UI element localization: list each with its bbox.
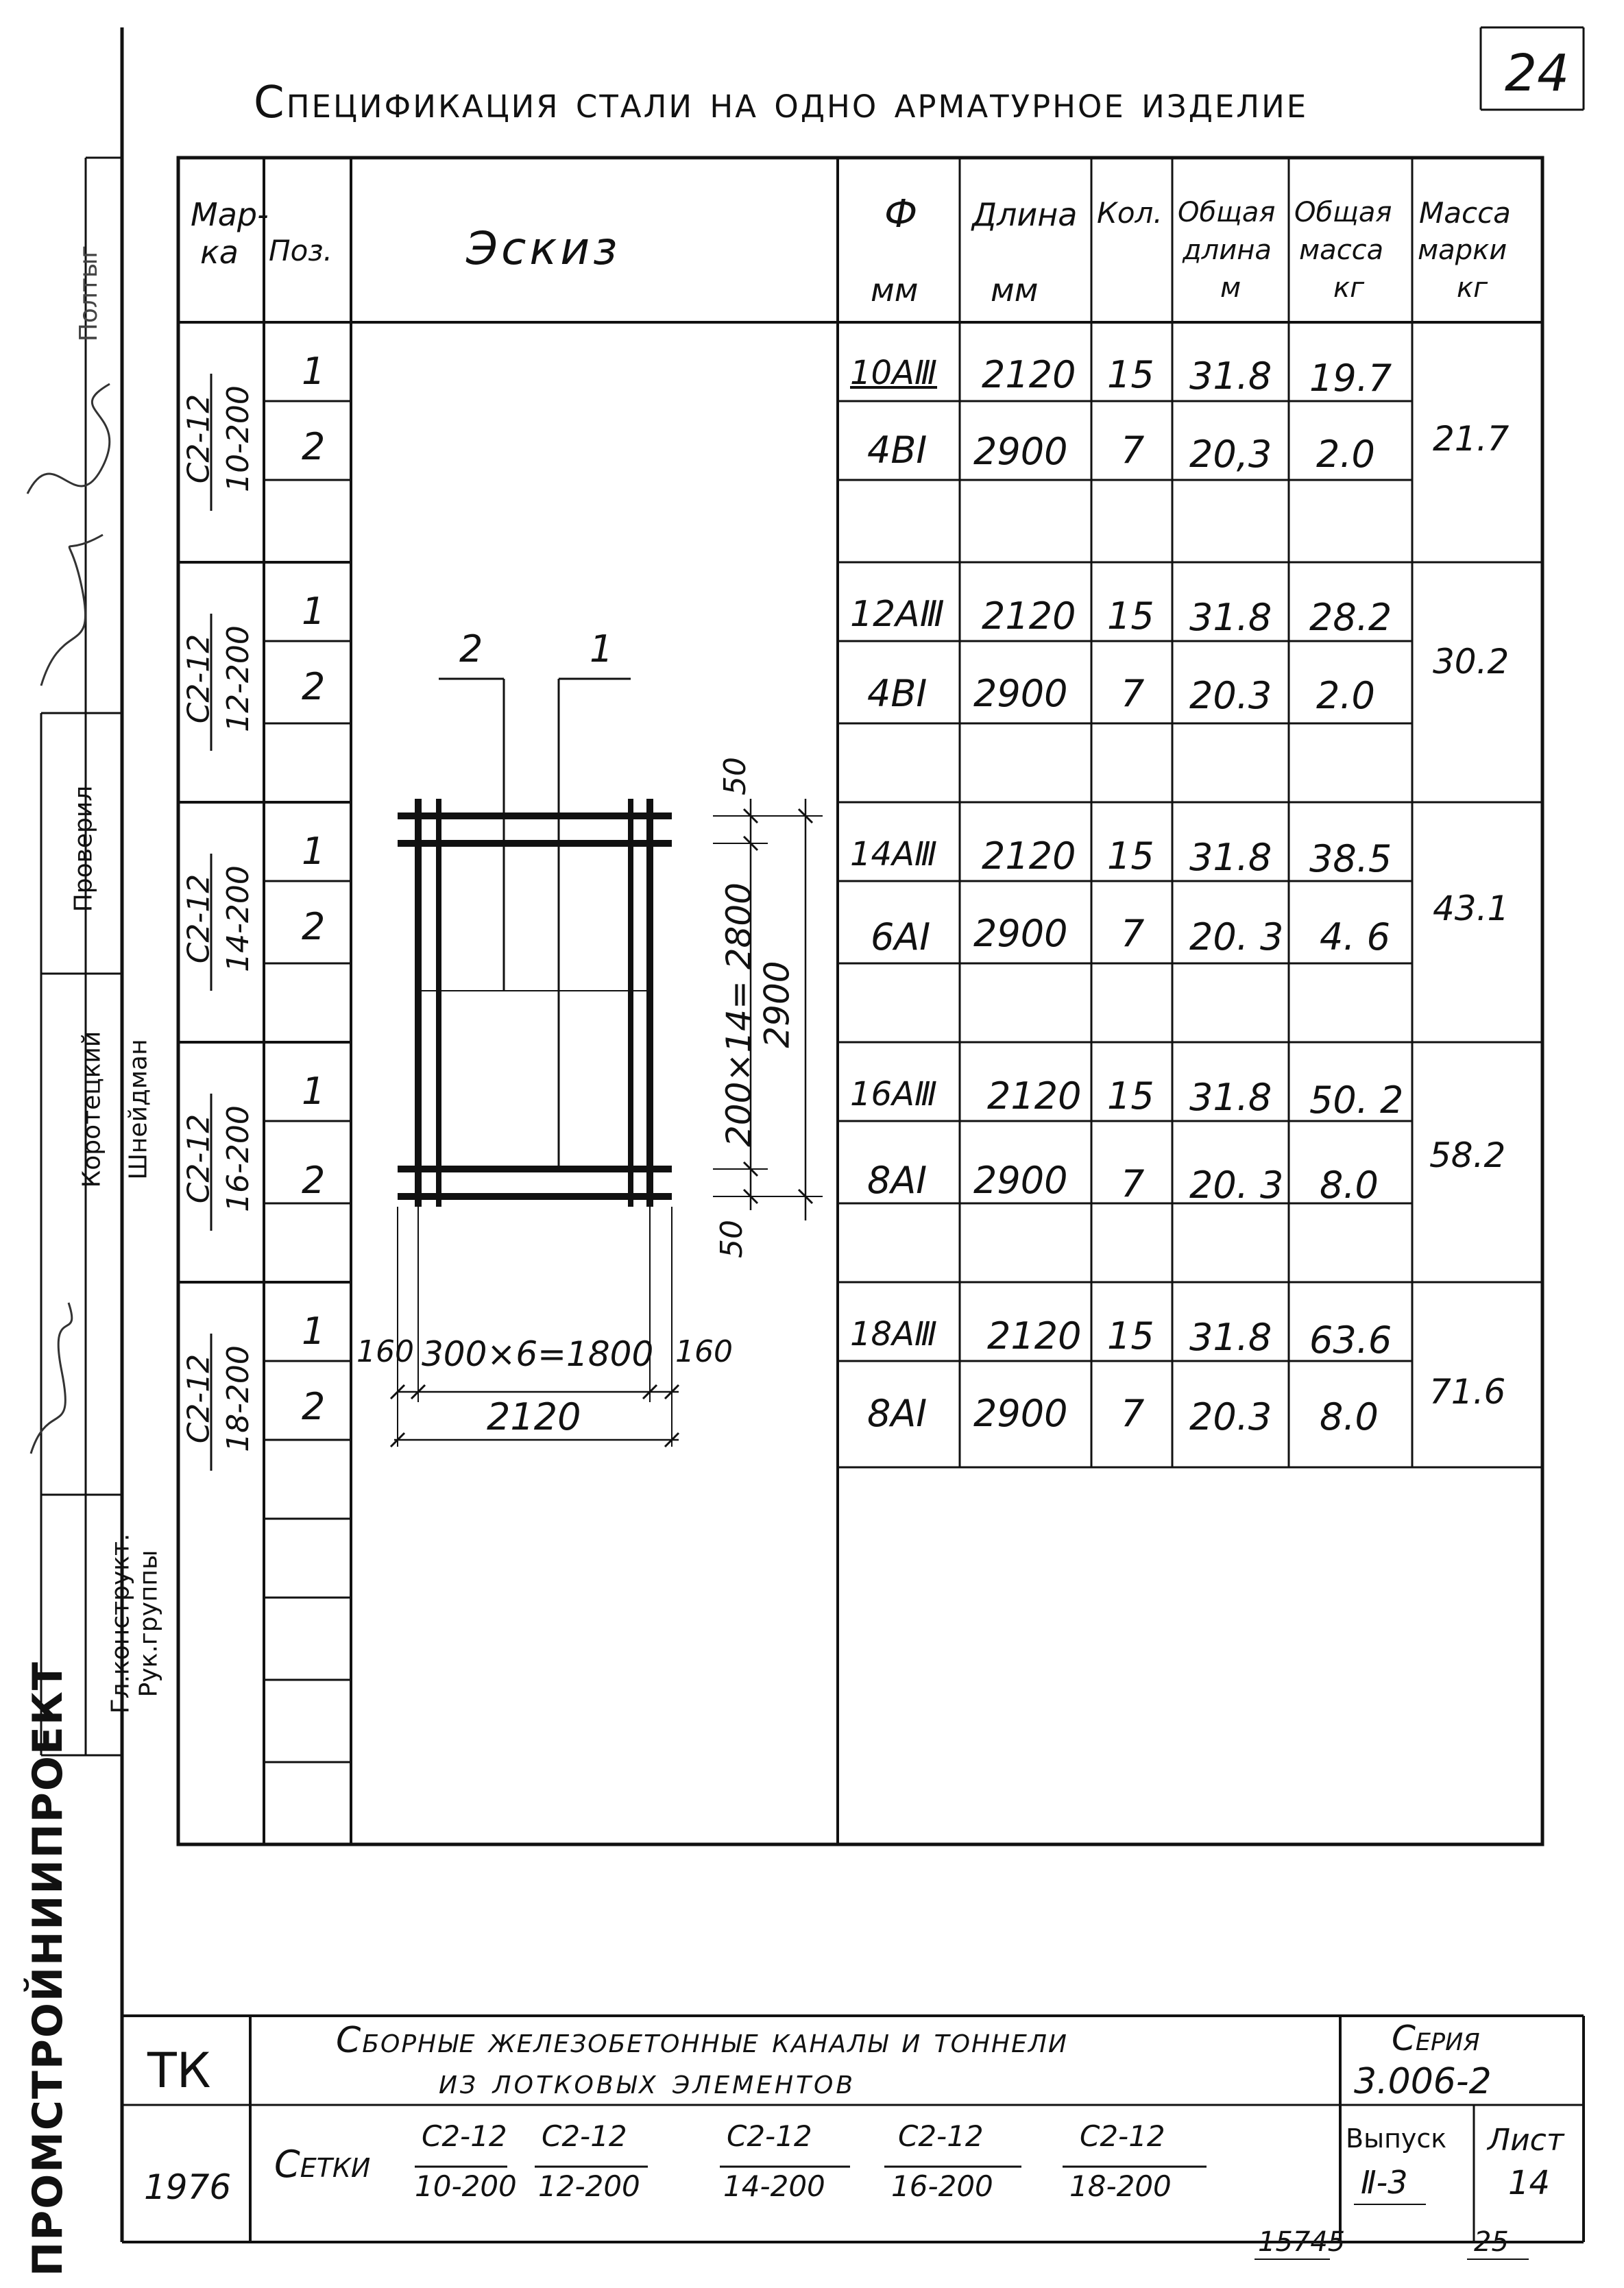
net-top: С2-12 (898, 2119, 984, 2153)
total-mass: 2.0 (1316, 433, 1375, 476)
diam: 10AⅢ (850, 354, 938, 392)
dim-total-width: 2120 (487, 1395, 581, 1438)
footer-page: 25 (1474, 2226, 1509, 2258)
header-mark-mass-2: марки (1418, 234, 1507, 266)
pos: 1 (302, 1070, 326, 1113)
diam: 4BI (867, 429, 928, 472)
total-mass: 38.5 (1309, 837, 1392, 880)
total-length: 31.8 (1189, 1316, 1272, 1359)
pos: 1 (302, 1310, 326, 1353)
mark-mass: 43.1 (1433, 889, 1510, 928)
mark-mass: 21.7 (1433, 419, 1510, 459)
mark-top: С2-12 (181, 1113, 217, 1204)
pos: 2 (302, 425, 326, 468)
sheet-label: Лист (1488, 2123, 1564, 2158)
total-mass: 19.7 (1309, 357, 1392, 400)
total-length: 20,3 (1189, 433, 1272, 476)
header-total-mass-1: Общая (1294, 197, 1392, 228)
length: 2900 (973, 1159, 1068, 1202)
header-qty: Кол. (1097, 196, 1163, 230)
header-diam: Ф (884, 192, 918, 237)
diam: 8AI (867, 1159, 928, 1202)
total-length: 31.8 (1189, 1076, 1272, 1119)
page-number: 24 (1505, 44, 1570, 103)
length: 2900 (973, 912, 1068, 955)
pos: 1 (302, 350, 326, 393)
dim-bottom-50: 50 (714, 1220, 749, 1258)
header-total-mass-3: кг (1333, 272, 1365, 304)
doc-code: ТК (147, 2043, 211, 2099)
diam: 18AⅢ (850, 1315, 938, 1353)
length: 2900 (973, 672, 1068, 715)
dim-middle-span: 300×6=1800 (422, 1334, 654, 1374)
qty: 15 (1107, 594, 1154, 638)
diam: 8AI (867, 1392, 928, 1435)
role-chief-designer: Гл.конструкт. (106, 1533, 135, 1714)
name-line-1: Сборные железобетонные каналы и тоннели (336, 2020, 1068, 2061)
total-mass: 8.0 (1320, 1164, 1379, 1207)
name-line-2: из лотковых элементов (439, 2061, 856, 2102)
total-length: 20. 3 (1189, 915, 1284, 959)
diam: 4BI (867, 672, 928, 715)
header-pos: Поз. (269, 234, 332, 267)
mark-top: С2-12 (181, 874, 217, 964)
callout-pos-2: 2 (459, 627, 483, 671)
net-top: С2-12 (727, 2119, 812, 2153)
dim-left-160: 160 (356, 1334, 414, 1369)
series-label: Серия (1392, 2019, 1480, 2058)
series-value: 3.006-2 (1354, 2061, 1492, 2102)
mark-mass: 30.2 (1433, 642, 1510, 682)
net-bottom: 18-200 (1069, 2169, 1172, 2203)
dim-top-50: 50 (718, 757, 753, 795)
length: 2900 (973, 430, 1068, 473)
length: 2120 (982, 353, 1076, 396)
total-mass: 8.0 (1320, 1395, 1379, 1438)
total-mass: 28.2 (1309, 596, 1392, 639)
dim-total-height: 2900 (757, 961, 797, 1048)
header-sketch: Эскиз (466, 222, 621, 275)
org-name: ПРОМСТРОЙНИИПРОЕКТ (24, 1661, 72, 2276)
length: 2120 (987, 1074, 1082, 1118)
header-diam-unit: мм (871, 272, 919, 309)
sheet-value: 14 (1508, 2164, 1551, 2202)
role-checked: Проверил (69, 785, 98, 913)
callout-pos-1: 1 (590, 627, 614, 671)
issue-value: Ⅱ-3 (1361, 2164, 1408, 2201)
header-total-mass-2: масса (1299, 234, 1384, 266)
mark-top: С2-12 (181, 634, 217, 724)
pos: 2 (302, 1159, 326, 1202)
diam: 6AI (871, 915, 931, 959)
qty: 15 (1107, 1314, 1154, 1358)
header-length: Длина (972, 196, 1078, 233)
mark-bottom: 18-200 (220, 1345, 256, 1452)
header-mark-mass-1: Масса (1419, 196, 1511, 230)
year: 1976 (144, 2167, 232, 2207)
name-korotetsky: Коротецкий (77, 1031, 106, 1188)
mark-bottom: 16-200 (220, 1105, 256, 1212)
total-length: 20.3 (1189, 674, 1272, 717)
header-mark-2: ка (200, 234, 239, 271)
diam: 16AⅢ (850, 1075, 938, 1113)
length: 2120 (987, 1314, 1082, 1358)
total-length: 20.3 (1189, 1395, 1272, 1438)
total-length: 31.8 (1189, 836, 1272, 879)
pos: 1 (302, 590, 326, 633)
role-group-head: Рук.группы (134, 1550, 163, 1698)
dim-right-160: 160 (675, 1334, 733, 1369)
qty: 7 (1121, 1162, 1145, 1205)
total-length: 20. 3 (1189, 1164, 1284, 1207)
mark-top: С2-12 (181, 394, 217, 484)
qty: 7 (1121, 912, 1145, 955)
pos: 2 (302, 1385, 326, 1428)
issue-label: Выпуск (1346, 2123, 1447, 2154)
total-length: 31.8 (1189, 596, 1272, 639)
role-signed: Полтыг (75, 245, 104, 342)
mark-bottom: 12-200 (220, 625, 256, 732)
name-shneidman: Шнейдман (124, 1039, 153, 1180)
net-bottom: 14-200 (723, 2169, 825, 2203)
header-mark-1: Мар- (191, 196, 269, 233)
qty: 7 (1121, 672, 1145, 715)
header-total-length-3: м (1220, 272, 1241, 304)
pos: 2 (302, 905, 326, 948)
net-bottom: 12-200 (538, 2169, 640, 2203)
qty: 7 (1121, 1392, 1145, 1435)
mark-mass: 71.6 (1429, 1372, 1506, 1412)
total-mass: 4. 6 (1320, 915, 1391, 959)
diam: 14AⅢ (850, 835, 938, 874)
net-top: С2-12 (542, 2119, 627, 2153)
total-mass: 63.6 (1309, 1318, 1392, 1362)
signature-marks (27, 384, 110, 1454)
mark-bottom: 14-200 (220, 865, 256, 972)
net-top: С2-12 (422, 2119, 507, 2153)
mark-top: С2-12 (181, 1353, 217, 1444)
footer-number: 15745 (1258, 2226, 1346, 2258)
net-top: С2-12 (1080, 2119, 1165, 2153)
header-length-unit: мм (991, 272, 1039, 309)
header-total-length-1: Общая (1178, 197, 1276, 228)
total-mass: 50. 2 (1309, 1079, 1404, 1122)
qty: 15 (1107, 834, 1154, 878)
qty: 7 (1121, 429, 1145, 472)
qty: 15 (1107, 1074, 1154, 1118)
mark-mass: 58.2 (1429, 1135, 1506, 1175)
header-total-length-2: длина (1183, 234, 1272, 266)
qty: 15 (1107, 353, 1154, 396)
total-mass: 2.0 (1316, 674, 1375, 717)
header-mark-mass-3: кг (1457, 272, 1488, 304)
length: 2120 (982, 834, 1076, 878)
pos: 2 (302, 665, 326, 708)
pos: 1 (302, 830, 326, 873)
total-length: 31.8 (1189, 354, 1272, 398)
length: 2900 (973, 1392, 1068, 1435)
length: 2120 (982, 594, 1076, 638)
dim-inner-span: 200×14= 2800 (719, 882, 759, 1147)
diam: 12AⅢ (850, 594, 945, 635)
mark-bottom: 10-200 (220, 385, 256, 492)
nets-label: Сетки (274, 2143, 371, 2186)
spec-title: Спецификация стали на одно арматурное изделие (254, 77, 1309, 128)
net-bottom: 10-200 (415, 2169, 517, 2203)
net-bottom: 16-200 (891, 2169, 993, 2203)
